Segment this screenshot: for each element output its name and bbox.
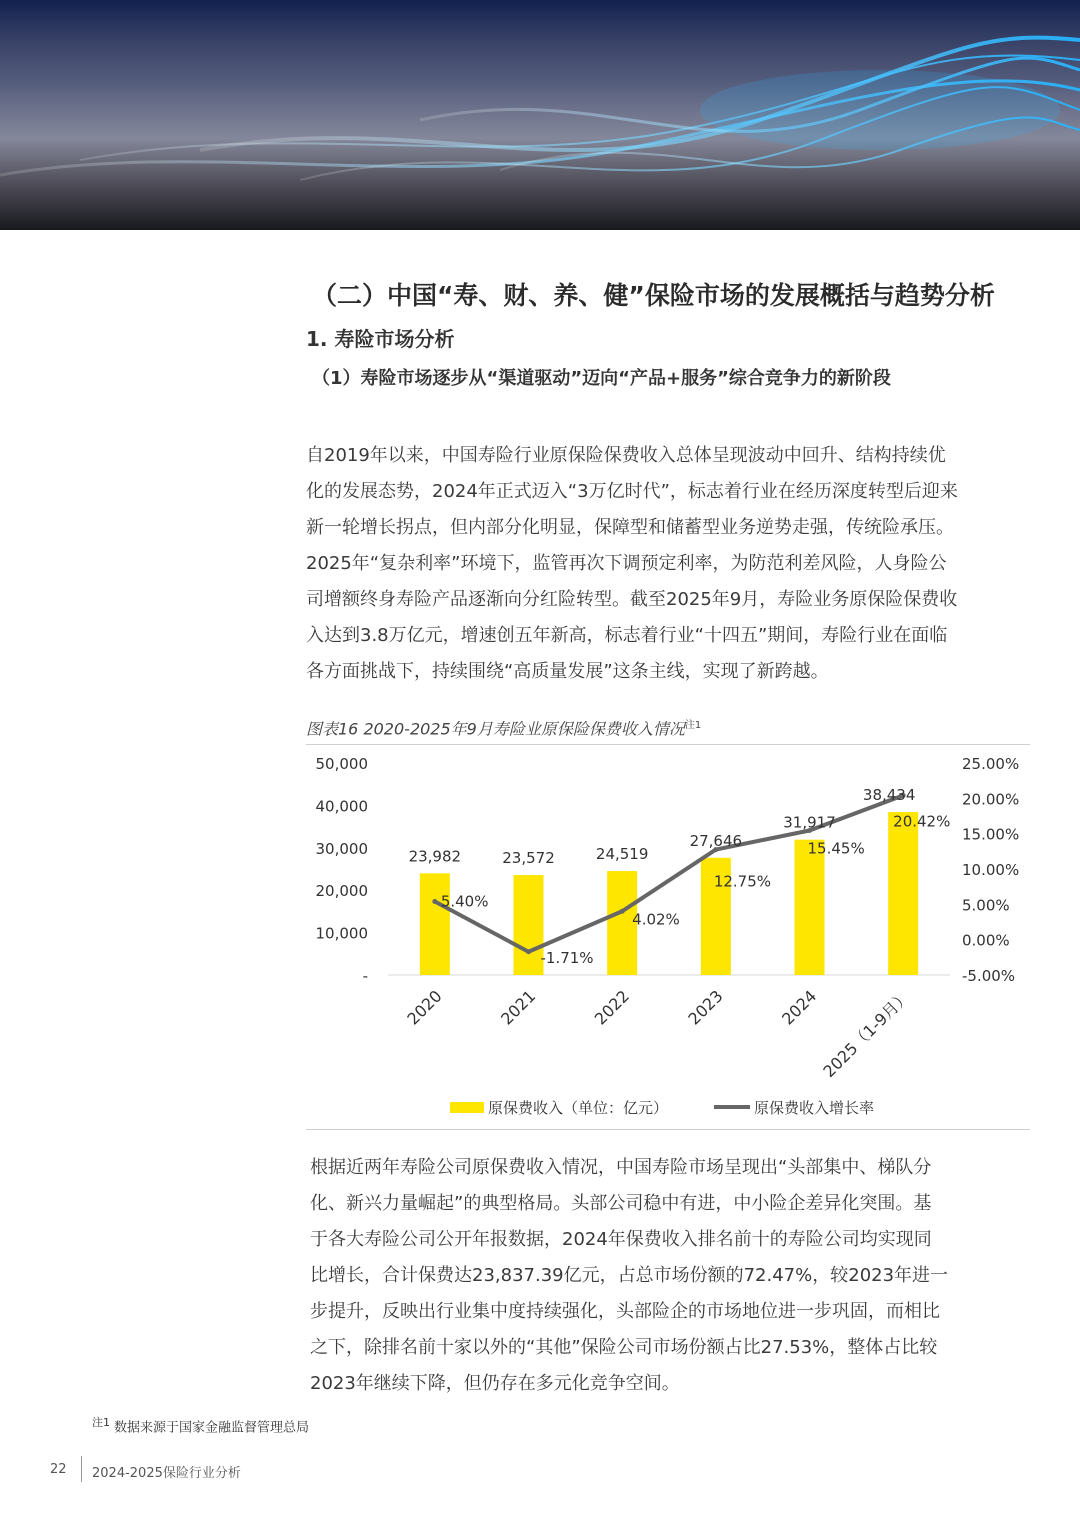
legend-label-bar: 原保费收入（单位：亿元） bbox=[488, 1099, 669, 1117]
rate-value-label: 15.45% bbox=[807, 839, 865, 858]
line-point bbox=[620, 909, 625, 914]
bar bbox=[795, 840, 825, 975]
legend-swatch-bar bbox=[450, 1102, 484, 1113]
paragraph-line: 化的发展态势，2024年正式迈入“3万亿时代”，标志着行业在经历深度转型后迎来 bbox=[306, 481, 958, 502]
bar bbox=[420, 873, 450, 975]
bar-value-label: 31,917 bbox=[783, 813, 836, 832]
paragraph-line: 司增额终身寿险产品逐渐向分红险转型。截至2025年9月，寿险业务原保险保费收 bbox=[306, 589, 958, 610]
y-left-tick-label: - bbox=[362, 967, 368, 985]
rate-value-label: 20.42% bbox=[893, 812, 951, 831]
paragraph-line: 比增长，合计保费达23,837.39亿元，占总市场份额的72.47%，较2023年进一 bbox=[310, 1265, 949, 1286]
x-tick-label: 2021 bbox=[497, 986, 540, 1029]
paragraph-line: 2025年“复杂利率”环境下，监管再次下调预定利率，为防范利差风险，人身险公 bbox=[306, 553, 947, 574]
figure-note-mark: 注1 bbox=[684, 720, 702, 731]
paragraph-line: 2023年继续下降，但仍存在多元化竞争空间。 bbox=[310, 1373, 680, 1394]
bar-value-label: 24,519 bbox=[595, 845, 649, 864]
chart-bottom-rule bbox=[306, 1129, 1030, 1130]
rate-value-label: 12.75% bbox=[713, 872, 772, 891]
bar-value-label: 23,982 bbox=[408, 847, 462, 866]
footer-divider bbox=[81, 1456, 82, 1482]
paragraph-line: 根据近两年寿险公司原保费收入情况，中国寿险市场呈现出“头部集中、梯队分 bbox=[310, 1157, 932, 1178]
bar bbox=[888, 812, 918, 975]
bar-value-label: 23,572 bbox=[502, 849, 555, 868]
figure-caption-text: 图表16 2020-2025年9月寿险业原保险保费收入情况 bbox=[306, 719, 685, 739]
bar bbox=[514, 875, 544, 975]
paragraph-1 bbox=[306, 438, 958, 690]
subsection-title: 1. 寿险市场分析 bbox=[306, 327, 455, 351]
y-right-tick-label: -5.00% bbox=[962, 967, 1016, 985]
legend-label-line: 原保费收入增长率 bbox=[754, 1099, 875, 1117]
line-point bbox=[526, 949, 531, 954]
paragraph-line: 各方面挑战下，持续围绕“高质量发展”这条主线，实现了新跨越。 bbox=[306, 661, 829, 682]
premium-income-chart bbox=[300, 745, 1030, 1125]
y-left-tick-label: 40,000 bbox=[315, 797, 368, 816]
y-right-tick-label: 20.00% bbox=[962, 790, 1020, 809]
paragraph-line: 新一轮增长拐点，但内部分化明显，保障型和储蓄型业务逆势走强，传统险承压。 bbox=[306, 517, 954, 538]
bar-value-label: 27,646 bbox=[689, 831, 743, 850]
paragraph-line: 步提升，反映出行业集中度持续强化，头部险企的市场地位进一步巩固，而相比 bbox=[310, 1301, 940, 1322]
section-title: （二）中国“寿、财、养、健”保险市场的发展概括与趋势分析 bbox=[312, 281, 995, 310]
paragraph-line: 于各大寿险公司公开年报数据，2024年保费收入排名前十的寿险公司均实现同 bbox=[310, 1229, 932, 1250]
rate-value-label: 4.02% bbox=[632, 910, 680, 929]
page-number: 22 bbox=[50, 1462, 67, 1477]
paragraph-2 bbox=[310, 1150, 948, 1402]
paragraph-line: 自2019年以来，中国寿险行业原保险保费收入总体呈现波动中回升、结构持续优 bbox=[306, 445, 946, 466]
y-right-tick-label: 15.00% bbox=[962, 825, 1020, 844]
y-right-tick-label: 0.00% bbox=[962, 931, 1010, 950]
rate-value-label: 5.40% bbox=[440, 892, 489, 911]
footnote-text: 数据来源于国家金融监督管理总局 bbox=[114, 1420, 310, 1436]
y-right-tick-label: 10.00% bbox=[962, 861, 1020, 879]
x-tick-label: 2023 bbox=[684, 986, 727, 1029]
y-left-tick-label: 50,000 bbox=[315, 755, 368, 773]
subsubsection-title: （1）寿险市场逐步从“渠道驱动”迈向“产品+服务”综合竞争力的新阶段 bbox=[312, 368, 891, 389]
rate-value-label: -1.71% bbox=[540, 948, 594, 967]
y-left-tick-label: 20,000 bbox=[315, 882, 368, 901]
x-tick-label: 2022 bbox=[590, 986, 633, 1029]
x-tick-label: 2020 bbox=[403, 986, 446, 1029]
footnote-mark: 注1 bbox=[92, 1416, 110, 1429]
paragraph-line: 入达到3.8万亿元，增速创五年新高，标志着行业“十四五”期间，寿险行业在面临 bbox=[306, 625, 948, 646]
y-left-tick-label: 10,000 bbox=[315, 924, 368, 943]
y-right-tick-label: 25.00% bbox=[962, 755, 1020, 773]
x-tick-label: 2024 bbox=[778, 986, 821, 1029]
bar-value-label: 38,434 bbox=[862, 786, 916, 805]
figure-caption bbox=[306, 716, 701, 739]
x-tick-label: 2025（1-9月） bbox=[819, 986, 914, 1082]
paragraph-line: 之下，除排名前十家以外的“其他”保险公司市场份额占比27.53%，整体占比较 bbox=[310, 1337, 938, 1358]
line-point bbox=[432, 899, 437, 904]
paragraph-line: 化、新兴力量崛起”的典型格局。头部公司稳中有进，中小险企差异化突围。基 bbox=[310, 1193, 932, 1214]
y-right-tick-label: 5.00% bbox=[962, 896, 1010, 915]
footer-doc-title: 2024-2025保险行业分析 bbox=[92, 1466, 241, 1481]
light-wave-graphic bbox=[0, 0, 1080, 230]
header-banner-image bbox=[0, 0, 1080, 230]
y-left-tick-label: 30,000 bbox=[315, 839, 368, 858]
footnote bbox=[92, 1414, 309, 1435]
